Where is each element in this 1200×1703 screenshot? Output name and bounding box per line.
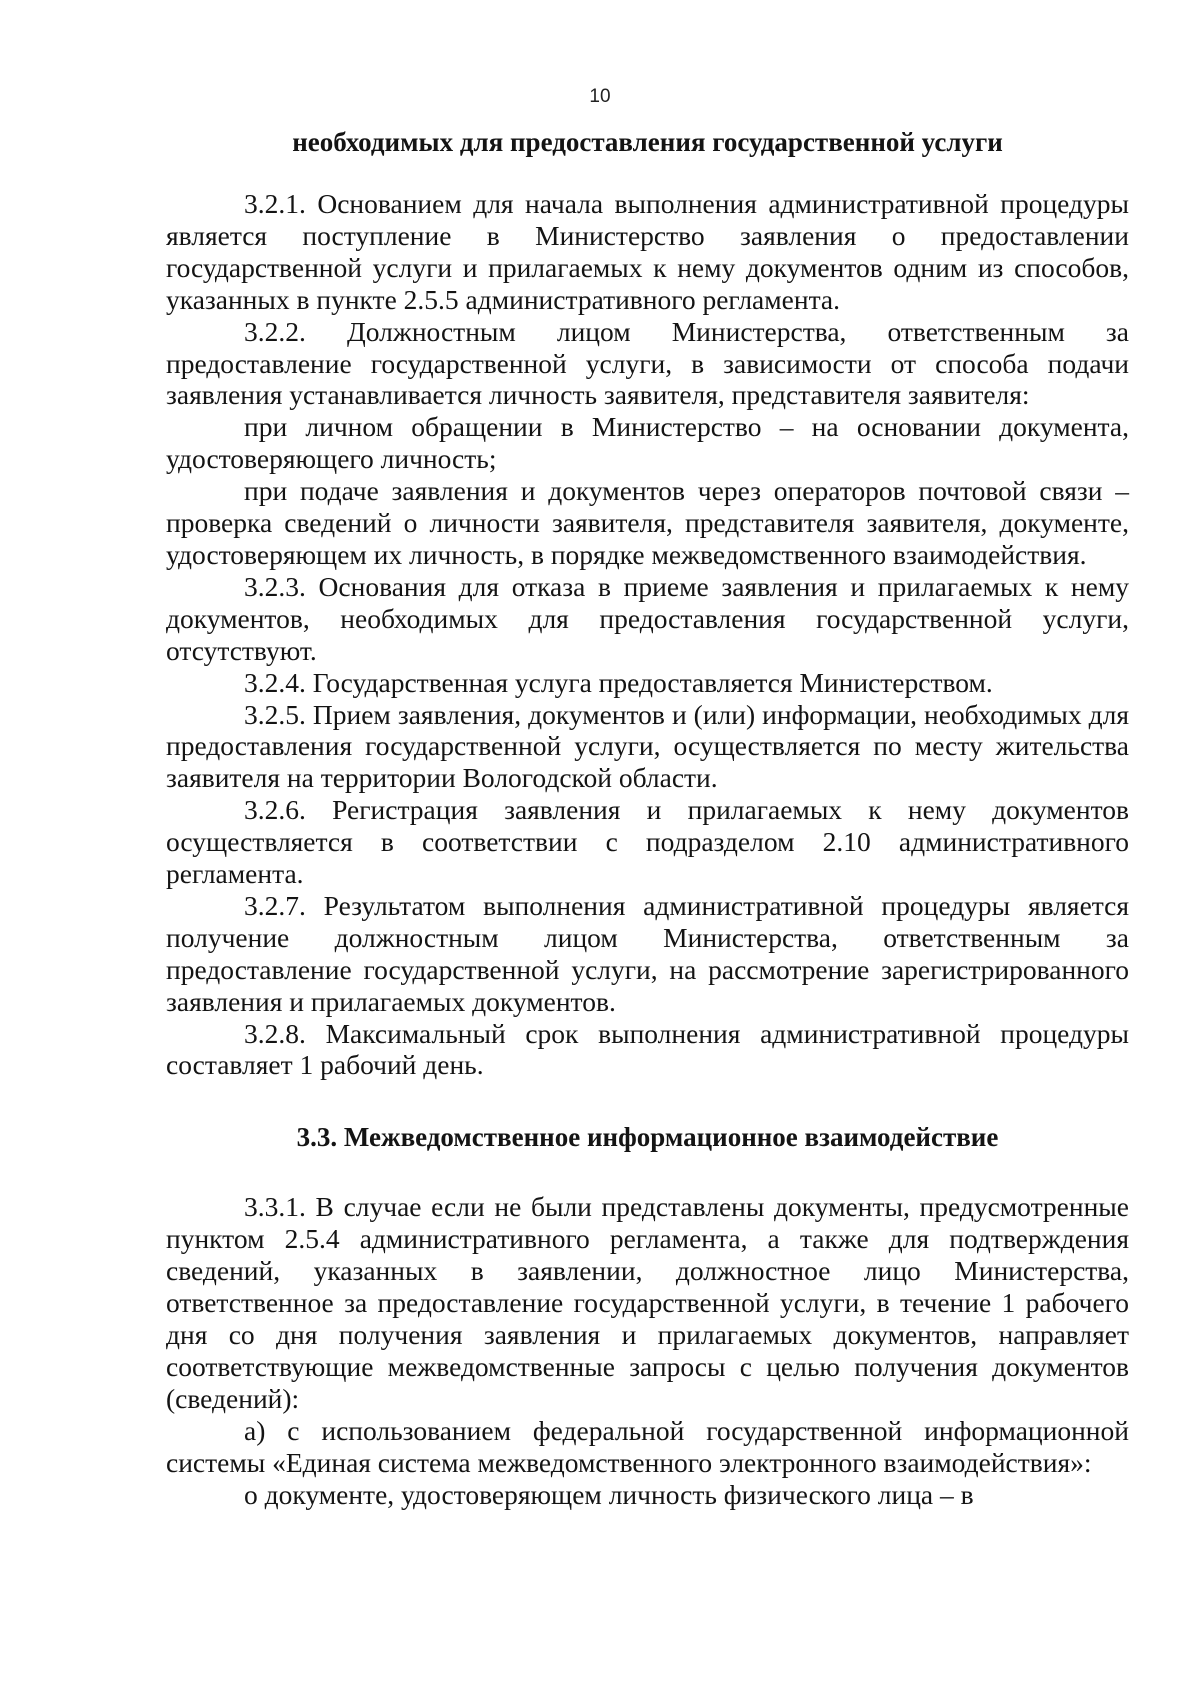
document-body	[166, 126, 1129, 1510]
paragraph-3-3-1: 3.3.1. В случае если не были представлены документы, предусмотренные пунктом 2.5.4 административного регламента, а также для подтверждения сведений, указанных в заявлении, должностное лицо Министерства, ответственное за предоставление государственной услуги, в течение 1 рабочего дня со дня получения заявления и прилагаемых документов, направляет соответствующие межведомственные запросы с целью получения документов (сведений):	[166, 1191, 1129, 1414]
paragraph-3-2-8: 3.2.8. Максимальный срок выполнения административной процедуры составляет 1 рабочий день.	[166, 1017, 1129, 1081]
continued-heading: необходимых для предоставления государственной услуги	[292, 127, 1003, 157]
paragraph-3-2-6: 3.2.6. Регистрация заявления и прилагаемых к нему документов осуществляется в соответствии с подразделом 2.10 административного регламента.	[166, 794, 1129, 890]
page-number: 10	[589, 86, 611, 107]
paragraph-postal-submission: при подаче заявления и документов через операторов почтовой связи – проверка сведений о личности заявителя, представителя заявителя, документе, удостоверяющем их личность, в порядке межведомственного взаимодействия.	[166, 475, 1129, 570]
paragraph-item-a: а) с использованием федеральной государственной информационной системы «Единая система межведомственного электронного взаимодействия»:	[166, 1414, 1129, 1478]
paragraph-personal-visit: при личном обращении в Министерство – на основании документа, удостоверяющего личность;	[166, 411, 1129, 475]
paragraph-identity-document: о документе, удостоверяющем личность физического лица – в	[244, 1478, 974, 1510]
paragraph-3-2-1: 3.2.1. Основанием для начала выполнения административной процедуры является поступление в Министерство заявления о предоставлении государственной услуги и прилагаемых к нему документов одним из способов, указанных в пункте 2.5.5 административного регламента.	[166, 188, 1129, 315]
paragraph-3-2-3: 3.2.3. Основания для отказа в приеме заявления и прилагаемых к нему документов, необходимых для предоставления государственной услуги, отсутствуют.	[166, 570, 1129, 666]
paragraph-3-2-2: 3.2.2. Должностным лицом Министерства, ответственным за предоставление государственной услуги, в зависимости от способа подачи заявления устанавливается личность заявителя, представителя заявителя:	[166, 315, 1129, 411]
paragraph-3-2-5: 3.2.5. Прием заявления, документов и (или) информации, необходимых для предоставления государственной услуги, осуществляется по месту жительства заявителя на территории Вологодской области.	[166, 698, 1129, 794]
section-heading-3-3: 3.3. Межведомственное информационное взаимодействие	[296, 1122, 999, 1153]
paragraph-3-2-7: 3.2.7. Результатом выполнения административной процедуры является получение должностным лицом Министерства, ответственным за предоставление государственной услуги, на рассмотрение зарегистрированного заявления и прилагаемых документов.	[166, 889, 1129, 1017]
paragraph-3-2-4: 3.2.4. Государственная услуга предоставляется Министерством.	[244, 666, 993, 698]
